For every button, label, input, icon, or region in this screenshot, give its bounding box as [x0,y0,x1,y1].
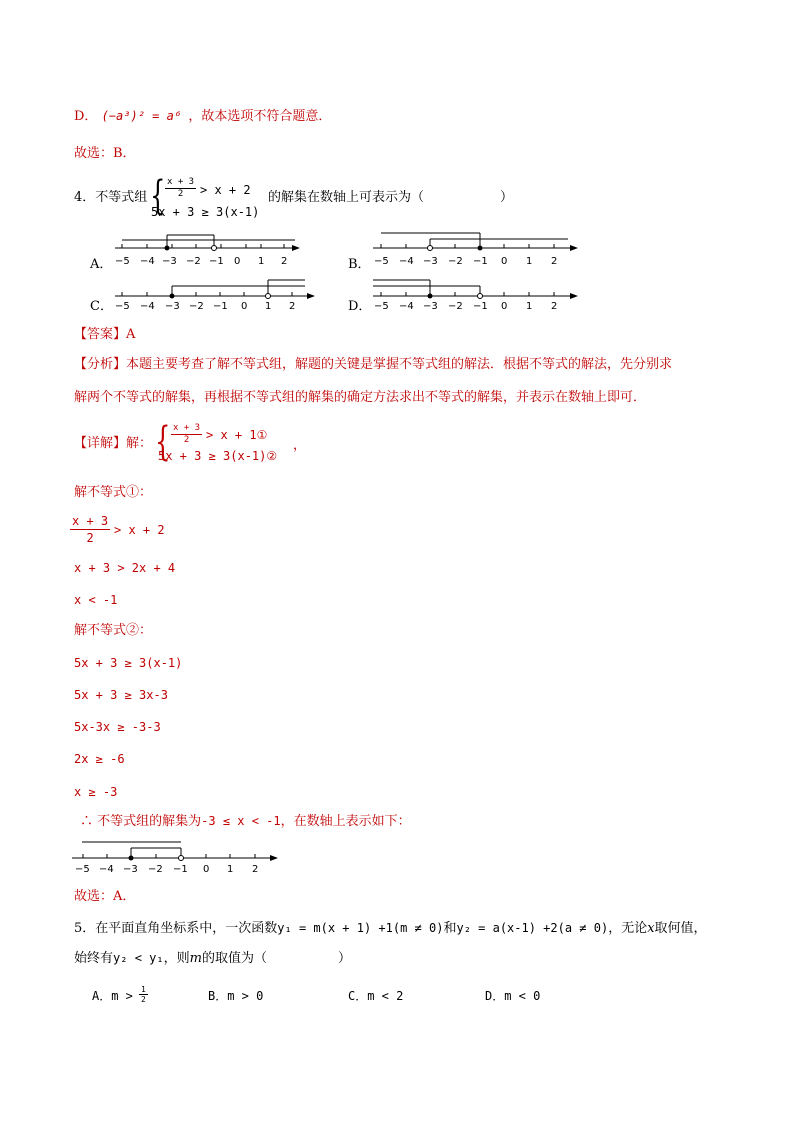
tick-label: −1 [213,301,228,312]
solve-1-line1-rest: > x + 2 [114,523,165,537]
tick-label: 2 [252,864,259,875]
tick-label: −3 [162,256,177,267]
q5-line-1: 5．在平面直角坐标系中，一次函数y₁ = m(x + 1) +1(m ≠ 0)和y₂ = a(x-1) +2(a ≠ 0)，无论x取何值， [74,921,707,936]
detail-brace: { [155,419,171,465]
q4-option-b-label[interactable]: B． [348,257,371,272]
analysis-line-2: 解两个不等式的解集，再根据不等式组的解集的确定方法求出不等式的解集，并表示在数轴上即可． [74,390,647,405]
tick-label: −1 [473,256,488,267]
q4-option-a-label[interactable]: A． [90,257,113,272]
q5-option-c[interactable]: C．m < 2 [348,989,404,1003]
q4-fraction: $\frac{x + 3}{2}$ [167,177,195,199]
detail-system-line1: > x + 1① [206,428,268,442]
q4-brace: { [150,173,166,219]
q4-suffix-close: ） [500,190,514,205]
solve-1-title: 解不等式①： [74,485,153,500]
q4-option-d-label[interactable]: D． [348,299,372,314]
q4-prefix: 4．不等式组 [74,190,148,205]
tick-label: −4 [99,864,114,875]
q5-option-b[interactable]: B．m > 0 [208,989,264,1003]
q4-numberline-c [110,276,320,316]
prev-choose: 故选：B． [74,146,136,161]
detail-lead: 【详解】解： [74,436,153,451]
solve-2-line2: 5x + 3 ≥ 3x-3 [74,688,168,702]
answer [74,328,135,341]
solve-2-line3: 5x-3x ≥ -3-3 [74,720,161,734]
solve-1-fraction: $\frac{x + 3}{2}$ [72,514,109,545]
answer-tag: 【答案】 [74,327,127,342]
prev-option-d-label: D． [74,109,98,124]
solve-2-line1: 5x + 3 ≥ 3(x-1) [74,656,183,670]
q4-option-c-label[interactable]: C． [90,299,113,314]
q4-numberline-b [368,230,583,270]
q4-suffix: 的解集在数轴上可表示为（ [268,190,425,205]
tick-label: −2 [148,864,163,875]
tick-label: 2 [281,256,288,267]
detail-choose: 故选：A． [74,889,136,904]
tick-label: −4 [399,256,414,267]
solution-numberline [70,838,285,880]
solve-2-title: 解不等式②： [74,623,153,638]
tick-label: −5 [75,864,90,875]
tick-label: −3 [123,864,138,875]
tick-label: −2 [189,301,204,312]
tick-label: 0 [501,256,508,267]
tick-label: −4 [140,301,155,312]
detail-system-fraction: $\frac{x + 3}{2}$ [173,423,201,445]
tick-label: −4 [140,256,155,267]
solve-2-line5: x ≥ -3 [74,785,118,799]
tick-label: 0 [241,301,248,312]
q5-option-a[interactable]: A．m > [92,989,133,1003]
detail-comma: ， [293,438,307,453]
tick-label: −5 [374,256,389,267]
analysis-line-1: 【分析】本题主要考查了解不等式组，解题的关键是掌握不等式组的解法．根据不等式的解法，先分别求 [74,357,673,372]
detail-system-line2: 5x + 3 ≥ 3(x-1)② [158,449,278,463]
conclusion: ∴ 不等式组的解集为-3 ≤ x < -1，在数轴上表示如下： [80,814,411,829]
analysis-tag: 【分析】 [74,357,127,372]
q4-line1-rest: > x + 2 [200,183,251,197]
answer-value: A [126,327,136,342]
prev-option-d-expr: (−a³)² = a⁶ [101,109,182,123]
q5-line-2: 始终有y₂ < y₁，则m的取值为（ [74,951,267,966]
tick-label: 1 [227,864,234,875]
detail-tag: 【详解】 [74,436,127,451]
tick-label: 0 [234,256,241,267]
tick-label: 2 [289,301,296,312]
tick-label: −3 [165,301,180,312]
tick-label: −3 [423,301,438,312]
q4-numberline-d [368,276,583,316]
q5-close-paren: ） [338,951,352,966]
prev-option-d [74,110,331,123]
tick-label: −2 [448,301,463,312]
solve-1-line3: x < -1 [74,593,118,607]
q4-line2: 5x + 3 ≥ 3(x-1) [151,205,260,219]
tick-label: 0 [203,864,210,875]
tick-label: −2 [448,256,463,267]
tick-label: 1 [526,256,533,267]
q4-numberline-a [110,230,310,270]
tick-label: −1 [173,864,188,875]
tick-label: 1 [526,301,533,312]
tick-label: 1 [258,256,265,267]
solve-2-line4: 2x ≥ -6 [74,752,125,766]
q5-option-a-fraction: $\frac{1}{2}$ [141,985,146,1004]
tick-label: −1 [209,256,224,267]
tick-label: 0 [501,301,508,312]
tick-label: −2 [186,256,201,267]
tick-label: −5 [115,256,130,267]
solve-1-line2: x + 3 > 2x + 4 [74,561,176,575]
tick-label: −5 [374,301,389,312]
tick-label: 2 [551,301,558,312]
q5-option-d[interactable]: D．m < 0 [485,989,541,1003]
tick-label: −1 [473,301,488,312]
tick-label: −4 [399,301,414,312]
tick-label: 2 [551,256,558,267]
tick-label: −3 [423,256,438,267]
prev-option-d-text: ，故本选项不符合题意． [188,109,332,124]
tick-label: −5 [115,301,130,312]
tick-label: 1 [265,301,272,312]
